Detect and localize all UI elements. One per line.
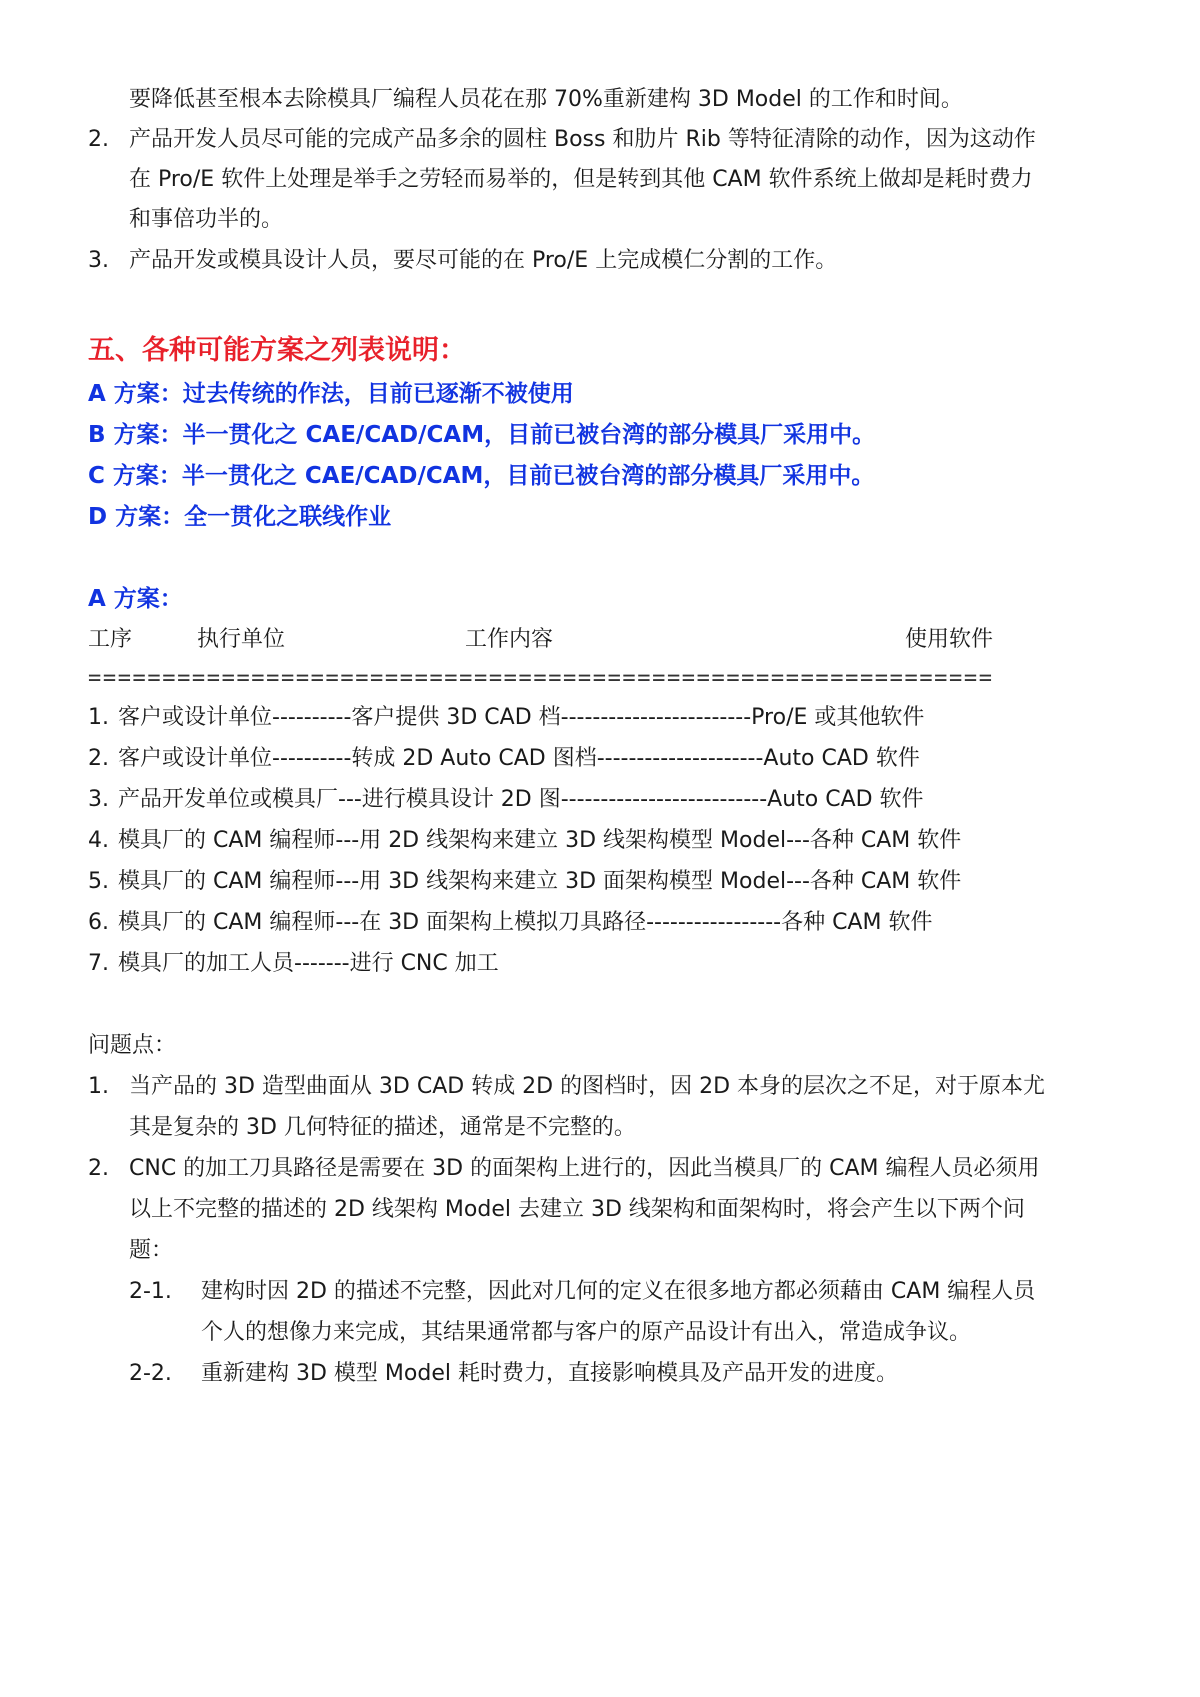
list-item-line: 题： — [129, 1238, 174, 1263]
list-number: 2. — [88, 127, 109, 152]
list-item-line: 产品开发或模具设计人员，要尽可能的在 Pro/E 上完成模仁分割的工作。 — [129, 248, 838, 273]
header-software: 使用软件 — [905, 627, 994, 652]
table-separator: ============================================================= — [88, 666, 994, 691]
row-text: 模具厂的 CAM 编程师---在 3D 面架构上模拟刀具路径-----------------各种 CAM 软件 — [118, 910, 933, 935]
option-a: A 方案：过去传统的作法，目前已逐渐不被使用 — [88, 381, 574, 407]
sublist-item-line: 重新建构 3D 模型 Model 耗时费力，直接影响模具及产品开发的进度。 — [201, 1361, 898, 1386]
sublist-item-line: 建构时因 2D 的描述不完整，因此对几何的定义在很多地方都必须藉由 CAM 编程人员 — [201, 1279, 1036, 1304]
list-number: 2. — [88, 1156, 109, 1181]
row-number: 2. — [88, 746, 109, 771]
row-text: 客户或设计单位----------客户提供 3D CAD 档------------------------Pro/E 或其他软件 — [118, 705, 925, 730]
row-number: 4. — [88, 828, 109, 853]
sublist-item-line: 个人的想像力来完成，其结果通常都与客户的原产品设计有出入，常造成争议。 — [201, 1320, 972, 1345]
row-number: 5. — [88, 869, 109, 894]
list-item-line: 在 Pro/E 软件上处理是举手之劳轻而易举的，但是转到其他 CAM 软件系统上做却是耗时费力 — [129, 167, 1033, 192]
list-item-line: 产品开发人员尽可能的完成产品多余的圆柱 Boss 和肋片 Rib 等特征清除的动作，因为这动作 — [129, 127, 1036, 152]
row-number: 7. — [88, 951, 109, 976]
list-item-line: 其是复杂的 3D 几何特征的描述，通常是不完整的。 — [129, 1115, 636, 1140]
sublist-number: 2-1. — [129, 1279, 172, 1304]
list-item-line: 以上不完整的描述的 2D 线架构 Model 去建立 3D 线架构和面架构时，将会产生以下两个问 — [129, 1197, 1025, 1222]
header-step: 工序 — [88, 627, 133, 652]
plan-a-heading: A 方案： — [88, 586, 183, 612]
intro-continuation: 要降低甚至根本去除模具厂编程人员花在那 70%重新建构 3D Model 的工作和时间。 — [129, 87, 963, 112]
list-item-line: 当产品的 3D 造型曲面从 3D CAD 转成 2D 的图档时，因 2D 本身的层次之不足，对于原本尤 — [129, 1074, 1046, 1099]
problems-heading: 问题点： — [88, 1033, 177, 1058]
list-number: 3. — [88, 248, 109, 273]
option-c: C 方案：半一贯化之 CAE/CAD/CAM，目前已被台湾的部分模具厂采用中。 — [88, 463, 875, 489]
row-text: 模具厂的 CAM 编程师---用 2D 线架构来建立 3D 线架构模型 Model---各种 CAM 软件 — [118, 828, 962, 853]
header-content: 工作内容 — [465, 627, 554, 652]
row-text: 模具厂的加工人员-------进行 CNC 加工 — [118, 951, 499, 976]
section-heading: 五、各种可能方案之列表说明： — [88, 335, 466, 366]
row-number: 3. — [88, 787, 109, 812]
row-text: 客户或设计单位----------转成 2D Auto CAD 图档---------------------Auto CAD 软件 — [118, 746, 920, 771]
header-unit: 执行单位 — [197, 627, 286, 652]
list-item-line: 和事倍功半的。 — [129, 207, 284, 232]
row-text: 产品开发单位或模具厂---进行模具设计 2D 图--------------------------Auto CAD 软件 — [118, 787, 924, 812]
row-number: 6. — [88, 910, 109, 935]
list-item-line: CNC 的加工刀具路径是需要在 3D 的面架构上进行的，因此当模具厂的 CAM 编程人员必须用 — [129, 1156, 1040, 1181]
option-d: D 方案：全一贯化之联线作业 — [88, 504, 392, 530]
sublist-number: 2-2. — [129, 1361, 172, 1386]
list-number: 1. — [88, 1074, 109, 1099]
option-b: B 方案：半一贯化之 CAE/CAD/CAM，目前已被台湾的部分模具厂采用中。 — [88, 422, 876, 448]
row-text: 模具厂的 CAM 编程师---用 3D 线架构来建立 3D 面架构模型 Model---各种 CAM 软件 — [118, 869, 962, 894]
row-number: 1. — [88, 705, 109, 730]
